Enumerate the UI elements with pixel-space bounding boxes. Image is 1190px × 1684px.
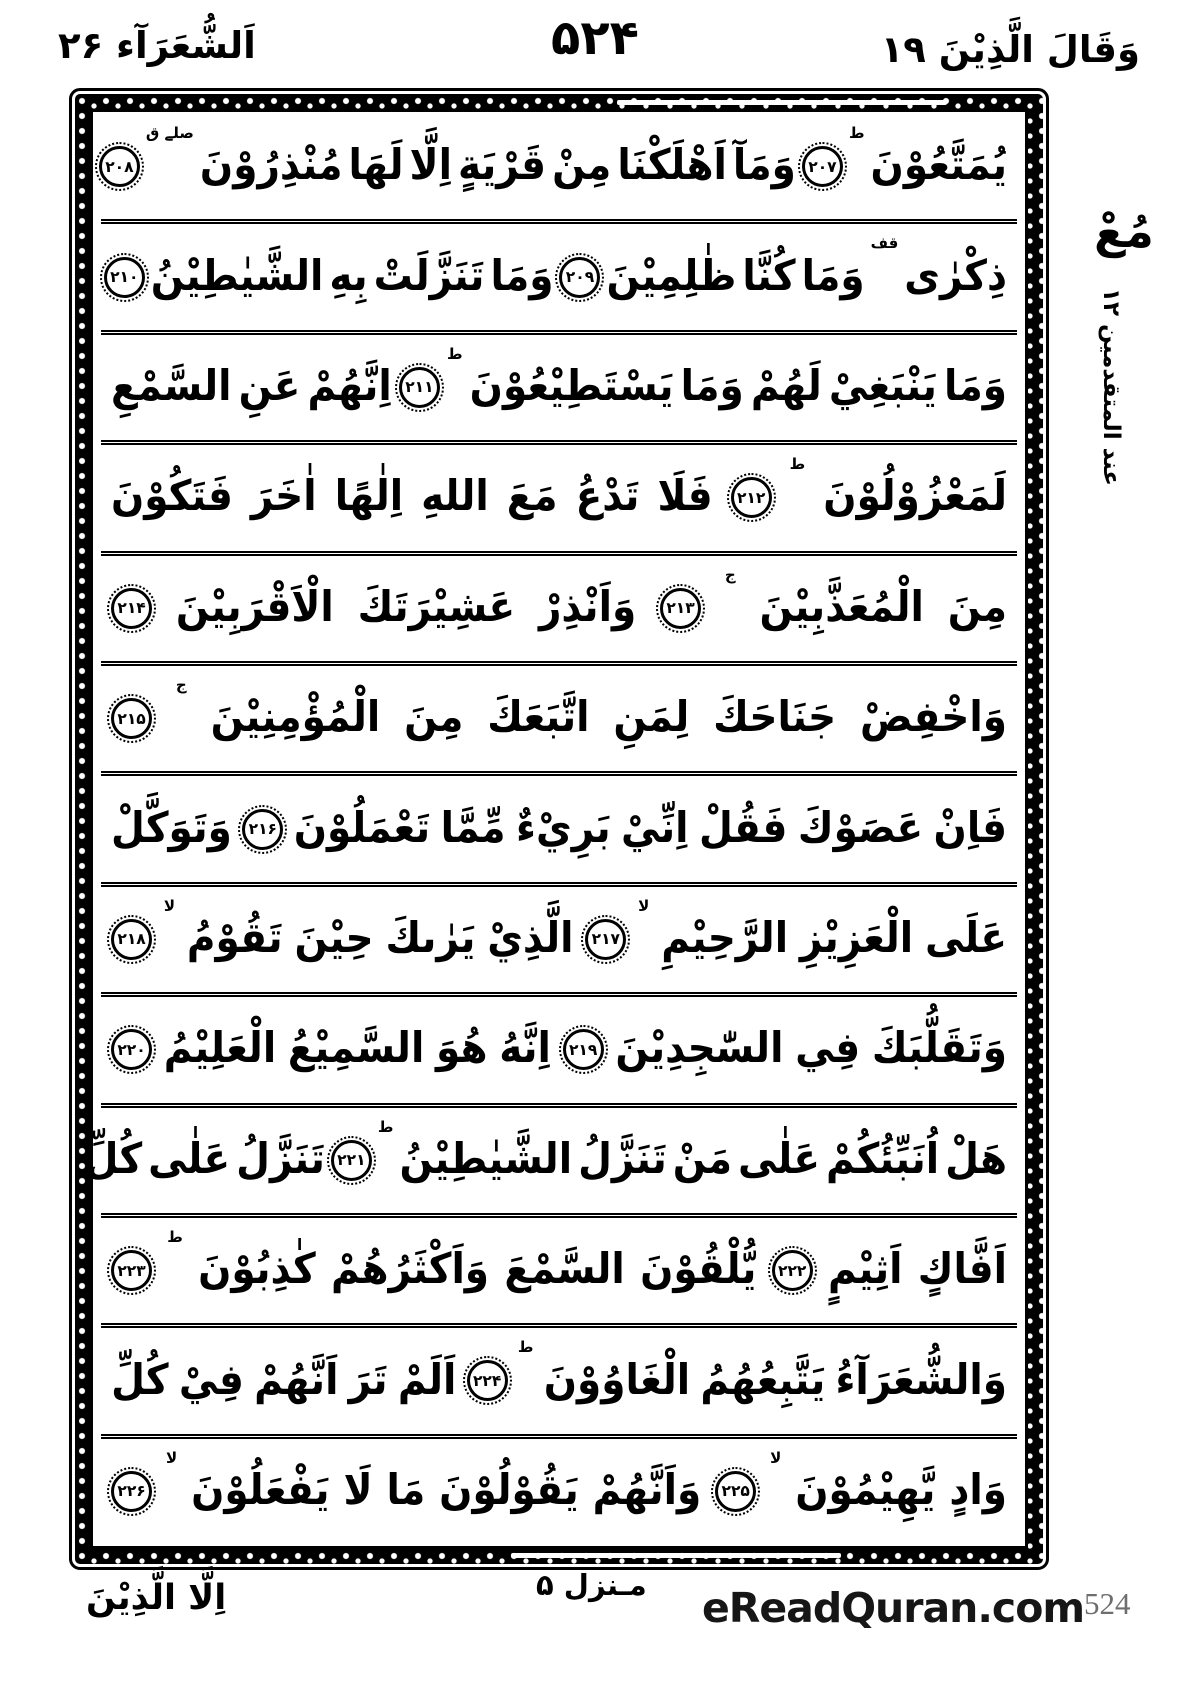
quran-word: يُّلْقُوْنَ [640,1245,757,1294]
quran-word: مُنْذِرُوْنَ [199,141,343,190]
quran-word: يَّهِيْمُوْنَ [795,1466,936,1515]
quran-word: اَهْلَكْنَا [617,141,727,190]
page-number-latin: 524 [1084,1586,1131,1621]
quran-line [101,666,1017,776]
quran-word: هَلْ [945,1134,1007,1184]
quran-word: فَلَا [657,472,713,522]
quran-word: عَلٰى [737,1134,821,1184]
quran-word: وَاَنْذِرْ [538,582,637,632]
quran-line [101,997,1017,1107]
quran-word: مِنَ [947,582,1007,632]
quran-word: مَعَ [506,472,558,522]
quran-word: بِهِ [329,251,368,301]
verse-end-rosette: ۲۱۶ [242,809,283,850]
quran-word: وَتَوَكَّلْ [111,803,232,853]
quran-word: الْعَلِيْمُ [163,1024,277,1074]
quran-word: هُوَ [436,1024,488,1074]
quran-word: تَنَزَّلَتْ [373,251,485,301]
quran-word: لَهَا [348,141,404,190]
ruku-marker: مُعْ [1094,204,1154,258]
quran-word: وَمَآ [732,141,796,190]
quran-word: اِلَّا [409,141,452,190]
verse-end-rosette: ۲۱۹ [563,1029,604,1070]
verse-end-rosette: ۲۱۱ [399,367,440,408]
stop-mark: ج [724,565,736,584]
quran-word: وَتَقَلُّبَكَ [871,1024,1007,1074]
quran-word: قَرْيَةٍ [457,141,547,190]
verse-end-rosette: ۲۲۱ [331,1140,372,1181]
quran-word: الرَّحِيْمِ [661,914,789,963]
quran-word: يَفْعَلُوْنَ [191,1466,330,1515]
verse-end-rosette: ۲۱۸ [111,919,152,960]
stop-mark: لا [163,896,176,915]
quran-word: بَرِيْءٌ [516,803,611,853]
quran-word: فَاِنْ [933,803,1007,853]
quran-text-block [84,109,1028,1549]
stop-mark: صلے ق [145,124,194,142]
quran-line [101,776,1017,886]
quran-word: اللهِ [421,472,489,522]
stop-mark: ط [377,1117,394,1136]
quran-word: تَنَزَّلُ [578,1134,667,1184]
quran-word: اِلٰهًا [334,472,404,522]
quran-line [101,1439,1017,1544]
quran-word: تَنَزَّلُ [236,1134,325,1184]
verse-end-rosette: ۲۰۸ [99,146,140,187]
quran-word: تَقُوْمُ [186,914,283,963]
quran-word: الشَّيٰطِيْنُ [150,251,324,301]
stop-mark: ج [175,675,187,694]
quran-word: الَّذِيْ [487,914,574,963]
juz-title: وَقَالَ الَّذِيْنَ ۱۹ [880,28,1140,71]
quran-word: اِنِّيْ [621,803,689,853]
quran-word: عَصَوْكَ [797,803,924,853]
quran-word: يَقُوْلُوْنَ [439,1466,579,1515]
quran-word: لَهُمْ [750,362,822,411]
quran-word: اَثِيْمٍ [827,1245,903,1294]
quran-line [101,556,1017,666]
quran-line [101,887,1017,997]
verse-end-rosette: ۲۱۲ [731,477,772,518]
quran-word: الْمُعَذَّبِيْنَ [759,582,924,632]
quran-word: جَنَاحَكَ [713,693,837,742]
stop-mark: ط [167,1227,183,1246]
quran-word: اِنَّهُ [499,1024,551,1074]
quran-word: تَرَ [348,1355,388,1405]
quran-word: وَاَنَّهُمْ [592,1466,702,1515]
verse-end-rosette: ۲۱۴ [111,588,152,629]
verse-end-rosette: ۲۲۲ [772,1250,813,1291]
stop-mark: ط [789,455,806,474]
quran-word: فِيْ [178,1355,244,1405]
quran-word: الشَّيٰطِيْنُ [399,1134,573,1184]
stop-mark: لا [638,896,650,915]
next-page-catchword: اِلَّا الَّذِيْنَ [86,1578,227,1618]
quran-word: عَشِيْرَتَكَ [357,582,516,632]
quran-word: وَاَكْثَرُهُمْ [330,1245,490,1294]
quran-word: الْاَقْرَبِيْنَ [175,582,334,632]
verse-end-rosette: ۲۲۰ [111,1029,152,1070]
quran-word: اُنَبِّئُكُمْ [826,1134,940,1184]
quran-word: الْعَزِيْزِ [799,914,914,963]
quran-word: السَّمْعِ [111,362,232,411]
quran-word: لَمَعْزُوْلُوْنَ [823,472,1007,522]
verse-end-rosette: ۲۱۳ [660,588,701,629]
quran-word: تَعْمَلُوْنَ [293,803,431,853]
watermark: eReadQuran.com [702,1584,1085,1632]
quran-word: مَا [386,1466,426,1515]
quran-word: اتَّبَعَكَ [487,693,590,742]
verse-end-rosette: ۲۲۴ [467,1360,508,1401]
quran-word: ظٰلِمِيْنَ [606,251,737,301]
quran-word: وَمَا [943,362,1007,411]
quran-word: عَلَى [924,914,1007,963]
stop-mark: ط [517,1338,534,1357]
page-number-arabic: ۵۲۴ [551,10,639,66]
quran-word: اٰخَرَ [250,472,317,522]
stop-mark: لا [770,1448,782,1467]
quran-word: اِنَّهُمْ [307,362,392,411]
quran-word: وَمَا [801,251,865,301]
quran-line [101,224,1017,334]
quran-word: يُمَتَّعُوْنَ [870,141,1007,190]
verse-end-rosette: ۲۱۰ [104,257,145,298]
quran-word: وَالشُّعَرَآءُ [835,1355,1007,1405]
quran-word: ذِكْرٰى [904,251,1007,301]
quran-line [101,335,1017,445]
ruku-margin-note: عند المتقدمين ۱۲ [1098,288,1124,486]
quran-word: مِنَ [404,693,464,742]
quran-word: اَفَّاكٍ [917,1245,1007,1294]
stop-mark: ط [848,124,865,142]
quran-word: تَدْعُ [575,472,640,522]
quran-word: السَّمِيْعُ [287,1024,425,1074]
quran-line [101,1218,1017,1328]
quran-word: اَنَّهُمْ [254,1355,339,1405]
stop-mark: قف [870,234,899,253]
quran-word: عَلٰى [148,1134,231,1184]
quran-word: فَقُلْ [698,803,788,853]
quran-word: لِمَنِ [613,693,690,742]
quran-word: وَمَا [490,251,554,301]
frame-ornament-slit-bottom [511,1553,841,1558]
stop-mark: ط [446,344,463,363]
quran-line [101,1328,1017,1438]
quran-word: كُنَّا [742,251,796,301]
quran-word: كُلِّ [84,1134,143,1184]
quran-word: وَاخْفِضْ [860,693,1007,742]
manzil-label: مـنزل ۵ [536,1568,647,1602]
quran-frame [75,94,1043,1564]
quran-word: السَّمْعَ [504,1245,625,1294]
quran-line [101,445,1017,555]
quran-line [101,114,1017,224]
stop-mark: لا [166,1448,178,1467]
quran-word: الْغَاوُوْنَ [543,1355,691,1405]
quran-word: لَا [343,1466,373,1515]
quran-word: مِّمَّا [440,803,506,853]
quran-word: مَنْ [672,1134,732,1184]
quran-word: كٰذِبُوْنَ [198,1245,316,1294]
verse-end-rosette: ۲۰۹ [559,257,600,298]
quran-word: يَرٰىكَ [385,914,476,963]
quran-word: السّٰجِدِيْنَ [615,1024,784,1074]
quran-word: الْمُؤْمِنِيْنَ [210,693,381,742]
quran-word: عَنِ [238,362,301,411]
verse-end-rosette: ۲۲۳ [111,1250,152,1291]
verse-end-rosette: ۲۱۵ [111,698,152,739]
verse-end-rosette: ۲۰۷ [802,146,843,187]
quran-word: وَادٍ [949,1466,1007,1515]
surah-title: اَلشُّعَرَآء ۲۶ [58,24,256,67]
verse-end-rosette: ۲۲۶ [111,1471,152,1512]
frame-ornament-slit-top [617,100,947,105]
quran-word: اَلَمْ [397,1355,457,1405]
quran-word: وَمَا [680,362,744,411]
quran-line [84,1108,1017,1218]
quran-word: مِنْ [552,141,612,190]
verse-end-rosette: ۲۱۷ [585,919,626,960]
quran-word: يَتَّبِعُهُمُ [700,1355,826,1405]
quran-word: حِيْنَ [294,914,374,963]
quran-word: فَتَكُوْنَ [111,472,233,522]
quran-word: يَسْتَطِيْعُوْنَ [469,362,674,411]
quran-word: فِي [795,1024,861,1074]
quran-word: يَنْبَغِيْ [828,362,937,411]
verse-end-rosette: ۲۲۵ [715,1471,756,1512]
quran-word: كُلِّ [111,1355,169,1405]
